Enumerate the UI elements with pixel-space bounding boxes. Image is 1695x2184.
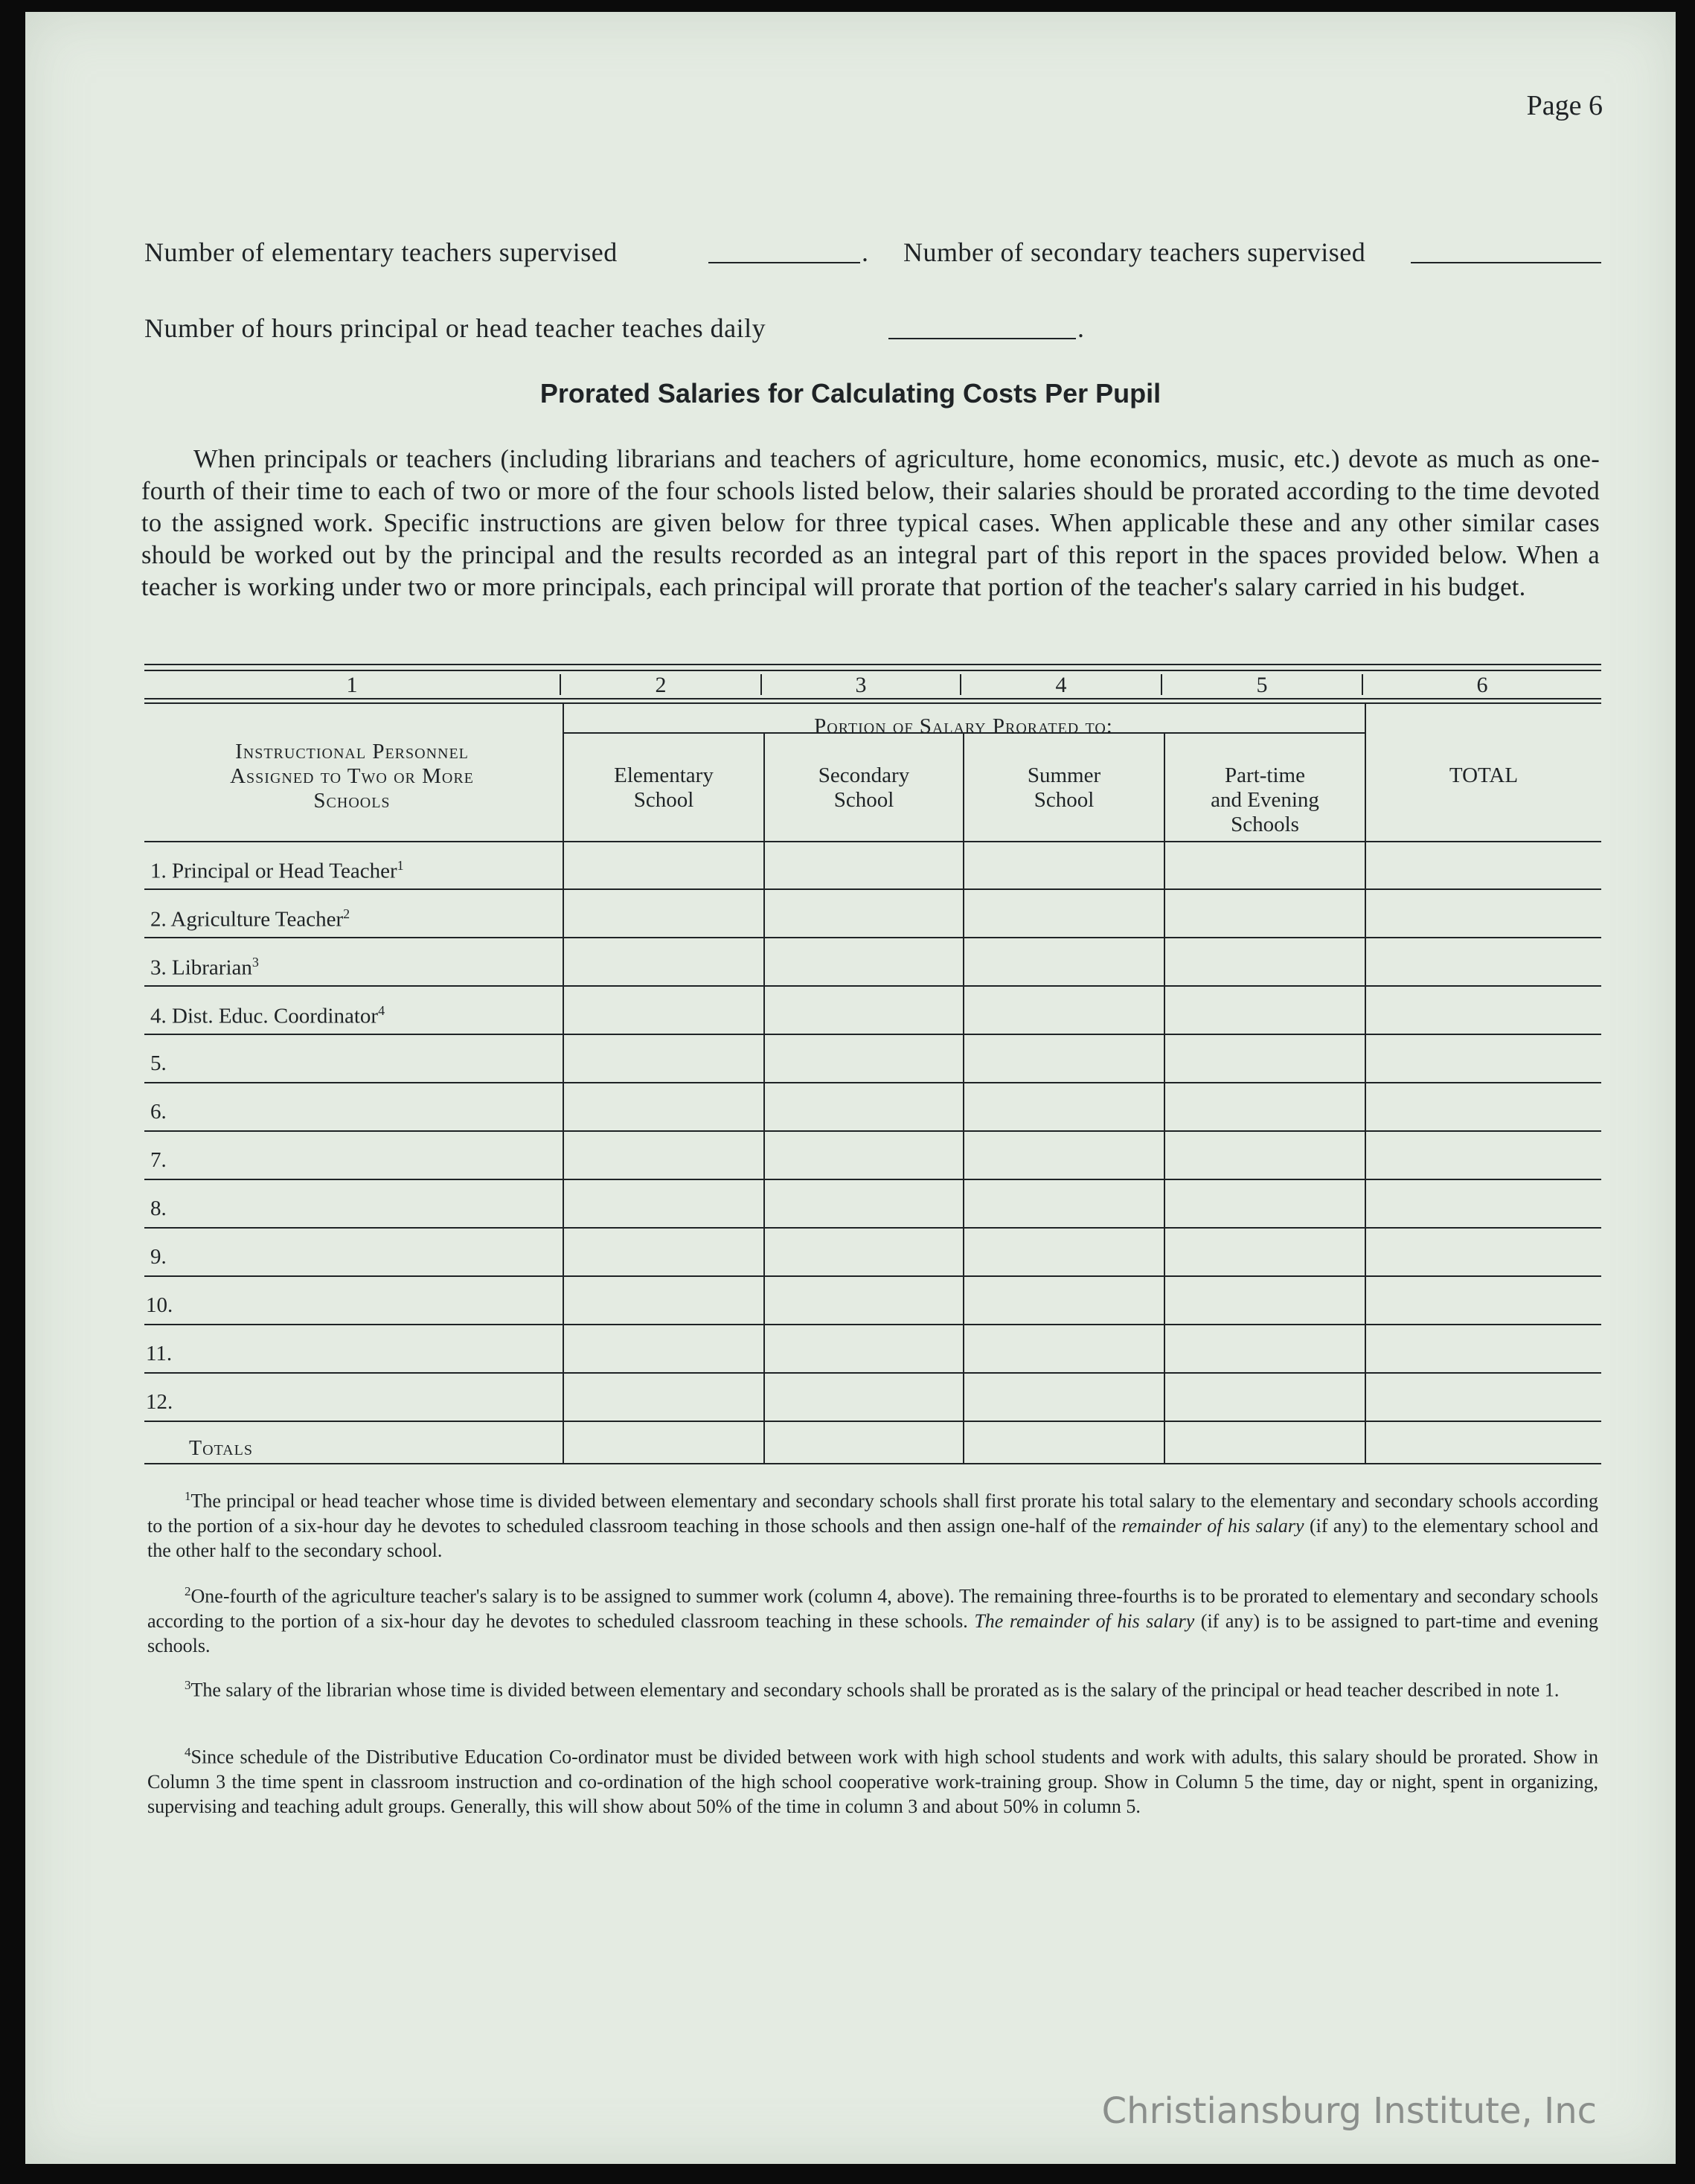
row-8 xyxy=(150,1197,167,1221)
header-line: School xyxy=(1034,788,1095,812)
row-2 xyxy=(150,906,350,932)
footnote-ref: 2 xyxy=(343,906,350,921)
row-rule xyxy=(144,1227,1601,1229)
footnote-ref: 3 xyxy=(251,955,259,970)
summer-school-header xyxy=(964,763,1164,813)
footnote-2 xyxy=(147,1579,1598,1658)
footnote-ref: 4 xyxy=(378,1003,385,1018)
row-4 xyxy=(150,1003,385,1029)
header-line: and Evening xyxy=(1211,788,1319,812)
row-number: 4. xyxy=(150,1004,167,1028)
col1-header xyxy=(144,740,560,813)
group-header: Portion of Salary Prorated to: xyxy=(814,714,1113,738)
hours-teaches-blank[interactable] xyxy=(888,338,1076,339)
header-line: Part-time xyxy=(1225,763,1305,787)
col1-header-line: Schools xyxy=(313,789,391,813)
row-11 xyxy=(146,1342,172,1366)
footnote-mark: 2 xyxy=(185,1584,191,1598)
row-number: 12. xyxy=(146,1390,173,1414)
row-rule xyxy=(144,1372,1601,1374)
table-top-rule-2 xyxy=(144,670,1601,671)
row-number: 11. xyxy=(146,1342,173,1365)
footnote-text: (if any) to the elementary school and the other half to the secondary school. xyxy=(147,1514,1599,1561)
row-3 xyxy=(150,955,259,981)
colnum-rule-2 xyxy=(144,702,1601,704)
row-10 xyxy=(146,1293,173,1318)
footnote-text: (if any) is to be assigned to part-time and evening schools. xyxy=(147,1610,1599,1656)
col-divider xyxy=(1365,704,1366,1464)
section-title: Prorated Salaries for Calculating Costs Per Pupil xyxy=(539,378,1161,409)
row-number: 5. xyxy=(150,1051,167,1075)
footnote-mark: 1 xyxy=(185,1489,191,1503)
col1-header-line: Assigned to Two or More xyxy=(230,764,474,788)
header-line: Summer xyxy=(1027,763,1101,787)
row-number: 2. xyxy=(150,907,167,932)
elementary-supervised-label: Number of elementary teachers supervised xyxy=(144,237,618,267)
elementary-supervised-blank[interactable] xyxy=(708,262,860,263)
row-rule xyxy=(144,1179,1601,1180)
row-6 xyxy=(150,1100,167,1124)
col-divider xyxy=(1164,734,1165,1464)
row-rule xyxy=(144,1421,1601,1422)
part-time-evening-header xyxy=(1165,763,1365,837)
header-line: Schools xyxy=(1231,813,1299,836)
row-12 xyxy=(146,1390,173,1415)
row-number: 1. xyxy=(150,859,167,883)
row-number: 7. xyxy=(150,1148,167,1172)
colnum-1: 1 xyxy=(346,673,358,697)
row-1 xyxy=(150,858,404,884)
hours-teaches-label: Number of hours principal or head teacher teaches daily xyxy=(144,313,766,343)
row-rule xyxy=(144,937,1601,938)
footnote-mark: 4 xyxy=(185,1745,191,1759)
header-line: School xyxy=(833,788,894,812)
row-rule xyxy=(144,888,1601,890)
row-label: Librarian xyxy=(172,955,252,980)
footnote-text: The salary of the librarian whose time is divided between elementary and secondary schools shall be prorated as is the salary of the principal or head teacher described in note 1. xyxy=(190,1679,1560,1701)
table-bottom-rule xyxy=(144,1463,1601,1464)
secondary-supervised-blank[interactable] xyxy=(1411,262,1601,263)
row-rule xyxy=(144,985,1601,987)
table-top-rule xyxy=(144,664,1601,665)
watermark: Christiansburg Institute, Inc xyxy=(1101,2090,1597,2132)
secondary-supervised-label: Number of secondary teachers supervised xyxy=(903,237,1366,267)
period-mark-2: . xyxy=(1077,313,1085,343)
period-mark: . xyxy=(862,237,869,267)
row-number: 3. xyxy=(150,955,167,980)
footnote-mark: 3 xyxy=(185,1678,191,1692)
row-7 xyxy=(150,1148,167,1173)
colnum-3: 3 xyxy=(855,673,867,697)
header-line: Secondary xyxy=(818,763,910,787)
row-label: Dist. Educ. Coordinator xyxy=(172,1004,379,1028)
row-number: 8. xyxy=(150,1197,167,1220)
row-5 xyxy=(150,1051,167,1076)
total-header: TOTAL xyxy=(1449,763,1519,787)
footnote-1 xyxy=(147,1484,1598,1563)
elementary-school-header xyxy=(564,763,763,813)
secondary-school-header xyxy=(765,763,963,813)
col-divider xyxy=(963,734,964,1464)
footnote-emphasis: The remainder of his salary xyxy=(974,1610,1195,1632)
footnote-text: The principal or head teacher whose time is divided between elementary and secondary schools shall first prorate his total salary to the elementary and secondary schools according to the portion of a six-hour day he devotes to scheduled classroom teaching in those schools and then assign one-half of the xyxy=(147,1490,1598,1537)
header-line: Elementary xyxy=(614,763,714,787)
row-label: Principal or Head Teacher xyxy=(172,859,397,883)
footnote-ref: 1 xyxy=(397,858,404,873)
row-rule xyxy=(144,1275,1601,1277)
row-9 xyxy=(150,1245,167,1269)
footnote-text: One-fourth of the agriculture teacher's salary is to be assigned to summer work (column 4, above). The remaining three-fourths is to be prorated to elementary and secondary schools according to the portion of a six-hour day he devotes to scheduled classroom teaching in these schools. xyxy=(147,1585,1598,1632)
footnote-3 xyxy=(147,1673,1598,1703)
row-rule xyxy=(144,1324,1601,1325)
header-line: School xyxy=(633,788,694,812)
footnote-emphasis: remainder of his salary xyxy=(1121,1514,1304,1537)
header-bottom-rule xyxy=(144,841,1601,842)
colnum-4: 4 xyxy=(1055,673,1067,697)
form-page xyxy=(25,12,1676,2164)
totals-label: Totals xyxy=(189,1437,253,1460)
row-rule xyxy=(144,1130,1601,1132)
intro-paragraph: When principals or teachers (including librarians and teachers of agriculture, home economics, music, etc.) devote as much as one-fourth of their time to each of two or more of the four schools listed below, their salaries should be prorated according to the time devoted to the assigned work. Specific instructions are given below for three typical cases. When applicable these and any other similar cases should be worked out by the principal and the results recorded as an integral part of this report in the spaces provided below. When a teacher is working under two or more principals, each principal will prorate that portion of the teacher's salary carried in his budget. xyxy=(141,445,1600,601)
row-label: Agriculture Teacher xyxy=(170,907,344,932)
row-number: 6. xyxy=(150,1100,167,1124)
footnote-text: Since schedule of the Distributive Education Co-ordinator must be divided between work with high school students and work with adults, this salary should be prorated. Show in Column 3 the time spent in classroom instruction and co-ordination of the high school cooperative work-training group. Show in Column 5 the time, day or night, spent in organizing, supervising and teaching adult groups. Generally, this will show about 50% of the time in column 3 and about 50% in column 5. xyxy=(147,1746,1598,1817)
page-number: Page 6 xyxy=(1526,90,1603,121)
colnum-2: 2 xyxy=(655,673,667,697)
colnum-rule xyxy=(144,698,1601,699)
col-divider xyxy=(763,734,765,1464)
col-divider xyxy=(563,704,564,1464)
colnum-6: 6 xyxy=(1476,673,1488,697)
colnum-5: 5 xyxy=(1256,673,1268,697)
row-rule xyxy=(144,1082,1601,1083)
row-number: 10. xyxy=(146,1293,173,1317)
row-number: 9. xyxy=(150,1245,167,1269)
row-rule xyxy=(144,1034,1601,1035)
col1-header-line: Instructional Personnel xyxy=(235,740,469,763)
footnote-4 xyxy=(147,1740,1598,1819)
